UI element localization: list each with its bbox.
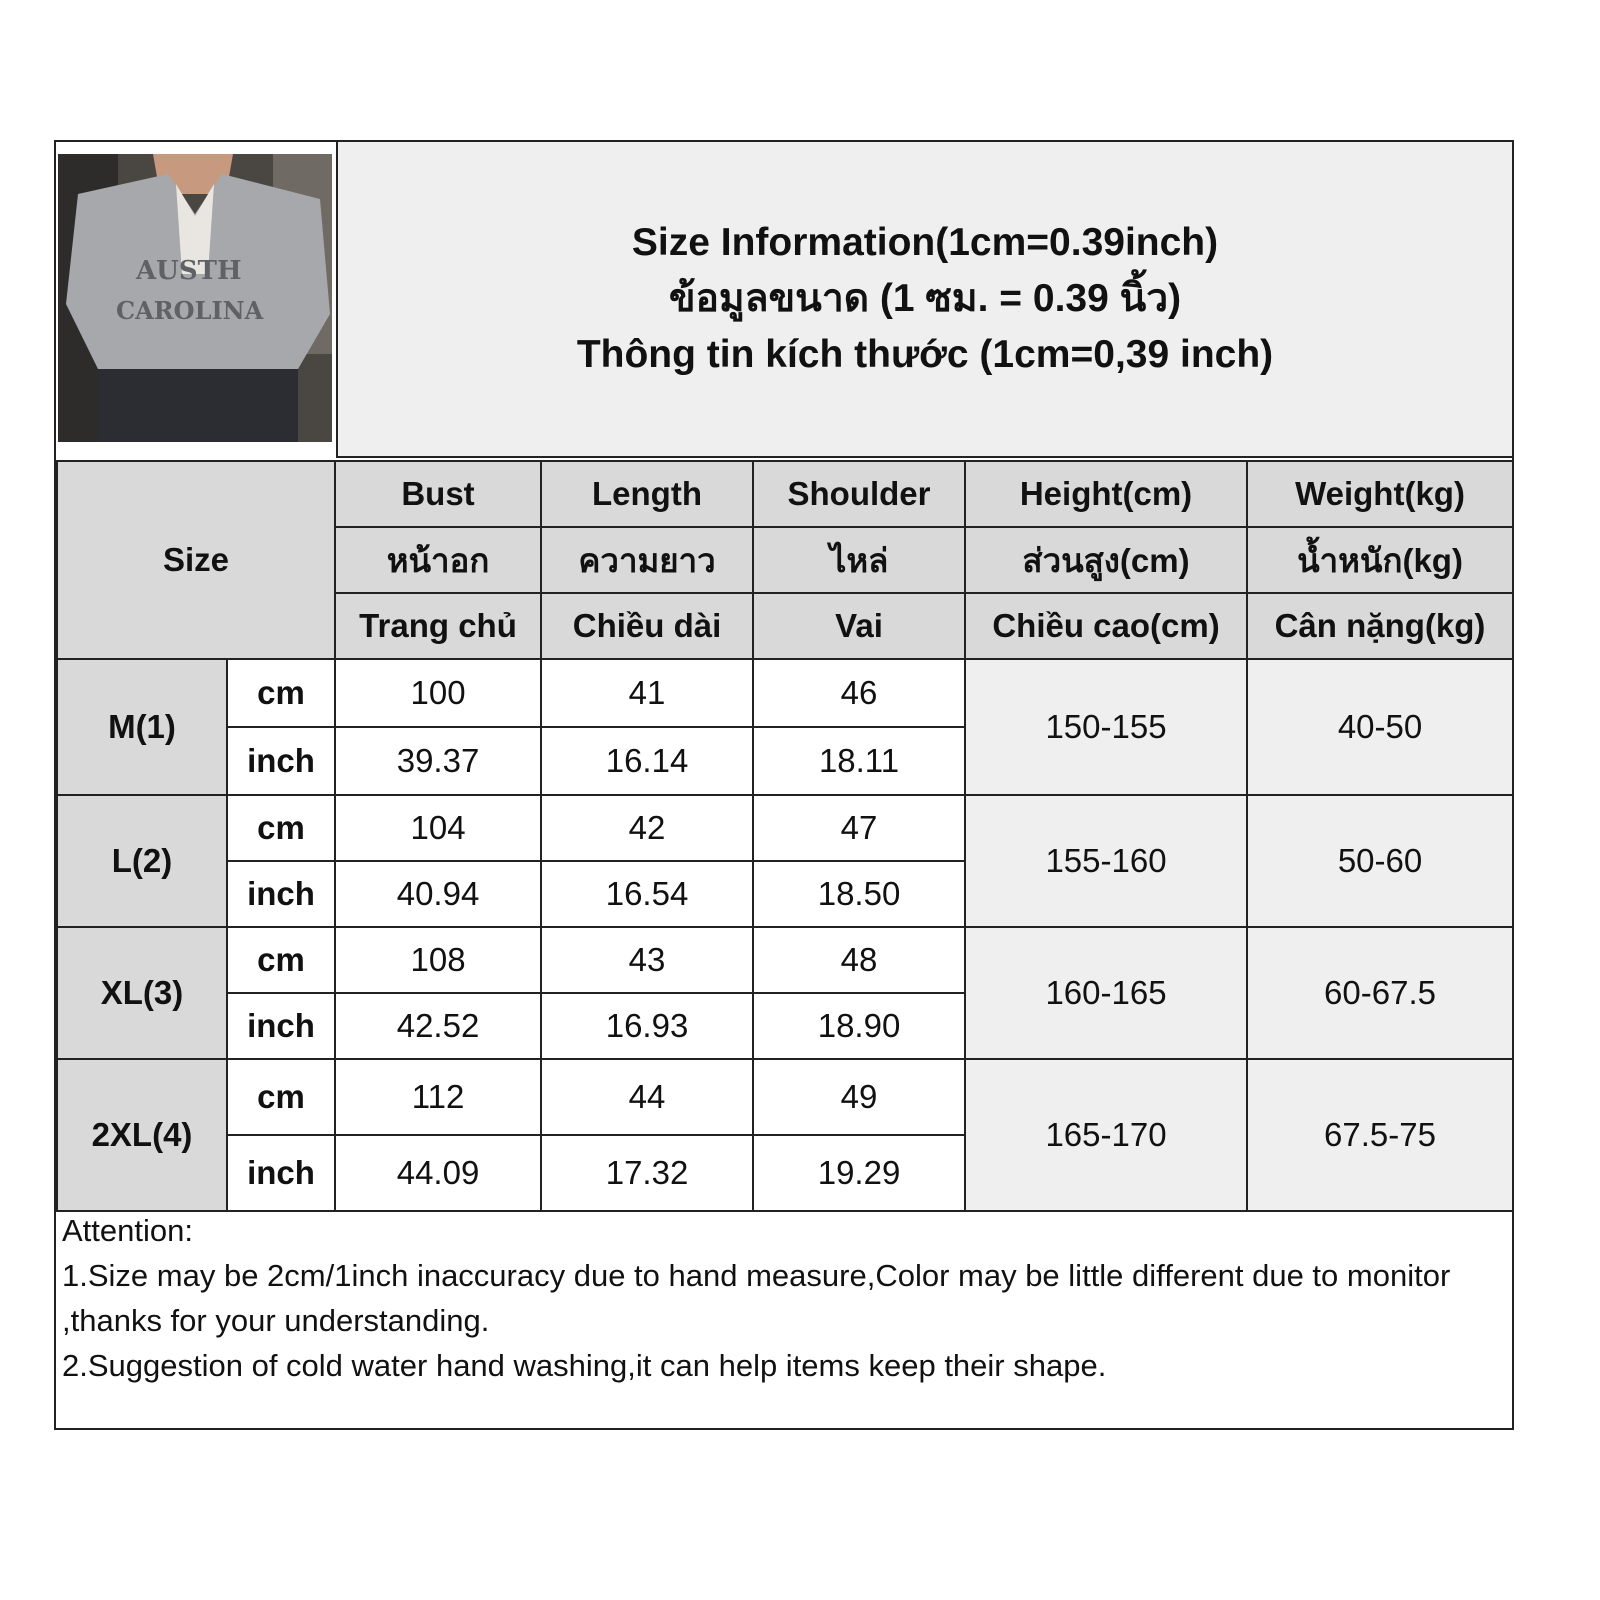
unit-inch: inch [227, 993, 335, 1059]
height-range: 155-160 [965, 795, 1247, 927]
title-vietnamese: Thông tin kích thước (1cm=0,39 inch) [576, 333, 1274, 376]
col-weight-th: น้ำหนัก(kg) [1247, 527, 1513, 593]
shoulder-inch: 18.11 [753, 727, 965, 795]
table-row [57, 1059, 1513, 1135]
col-height-th: ส่วนสูง(cm) [965, 527, 1247, 593]
title-thai: ข้อมูลขนาด (1 ซม. = 0.39 นิ้ว) [668, 277, 1182, 320]
title-english: Size Information(1cm=0.39inch) [631, 221, 1219, 264]
attention-line-1: 1.Size may be 2cm/1inch inaccuracy due to hand measure,Color may be little different due to monitor ,thanks for your understanding. [62, 1258, 1451, 1338]
length-inch: 16.14 [541, 727, 753, 795]
unit-inch: inch [227, 727, 335, 795]
shirt-print-1: AUSTH [136, 256, 242, 286]
length-cm: 42 [541, 795, 753, 861]
table-row [57, 927, 1513, 993]
attention-line-2: 2.Suggestion of cold water hand washing,it can help items keep their shape. [62, 1348, 1107, 1383]
size-table [56, 460, 1514, 1212]
height-range: 160-165 [965, 927, 1247, 1059]
col-bust-en: Bust [335, 461, 541, 527]
shoulder-inch: 18.90 [753, 993, 965, 1059]
bust-cm: 100 [335, 659, 541, 727]
col-height-vi: Chiều cao(cm) [965, 593, 1247, 659]
bust-inch: 44.09 [335, 1135, 541, 1211]
title-box [336, 142, 1512, 458]
size-chart [54, 140, 1514, 1430]
height-range: 165-170 [965, 1059, 1247, 1211]
weight-range: 50-60 [1247, 795, 1513, 927]
col-shoulder-en: Shoulder [753, 461, 965, 527]
length-cm: 43 [541, 927, 753, 993]
product-photo [58, 154, 332, 442]
unit-inch: inch [227, 861, 335, 927]
length-cm: 44 [541, 1059, 753, 1135]
col-height-en: Height(cm) [965, 461, 1247, 527]
shoulder-inch: 19.29 [753, 1135, 965, 1211]
shoulder-cm: 49 [753, 1059, 965, 1135]
bust-inch: 39.37 [335, 727, 541, 795]
col-weight-en: Weight(kg) [1247, 461, 1513, 527]
attention-notes [62, 1208, 1502, 1388]
length-inch: 17.32 [541, 1135, 753, 1211]
table-row [57, 659, 1513, 727]
length-cm: 41 [541, 659, 753, 727]
col-length-th: ความยาว [541, 527, 753, 593]
col-length-en: Length [541, 461, 753, 527]
model-photo-illustration [58, 154, 332, 442]
unit-cm: cm [227, 927, 335, 993]
size-label-2xl: 2XL(4) [57, 1059, 227, 1211]
length-inch: 16.54 [541, 861, 753, 927]
weight-range: 40-50 [1247, 659, 1513, 795]
shoulder-cm: 46 [753, 659, 965, 727]
attention-heading: Attention: [62, 1213, 193, 1248]
length-inch: 16.93 [541, 993, 753, 1059]
height-range: 150-155 [965, 659, 1247, 795]
col-shoulder-vi: Vai [753, 593, 965, 659]
size-label-m: M(1) [57, 659, 227, 795]
weight-range: 67.5-75 [1247, 1059, 1513, 1211]
table-row [57, 795, 1513, 861]
size-label-l: L(2) [57, 795, 227, 927]
bust-cm: 108 [335, 927, 541, 993]
bust-cm: 112 [335, 1059, 541, 1135]
col-weight-vi: Cân nặng(kg) [1247, 593, 1513, 659]
shoulder-cm: 48 [753, 927, 965, 993]
weight-range: 60-67.5 [1247, 927, 1513, 1059]
col-length-vi: Chiều dài [541, 593, 753, 659]
col-shoulder-th: ไหล่ [753, 527, 965, 593]
col-bust-th: หน้าอก [335, 527, 541, 593]
unit-cm: cm [227, 795, 335, 861]
col-bust-vi: Trang chủ [335, 593, 541, 659]
bust-inch: 42.52 [335, 993, 541, 1059]
unit-cm: cm [227, 1059, 335, 1135]
bust-inch: 40.94 [335, 861, 541, 927]
unit-cm: cm [227, 659, 335, 727]
shirt-print-2: CAROLINA [116, 296, 264, 325]
bust-cm: 104 [335, 795, 541, 861]
size-header: Size [57, 461, 335, 659]
shoulder-cm: 47 [753, 795, 965, 861]
shoulder-inch: 18.50 [753, 861, 965, 927]
size-label-xl: XL(3) [57, 927, 227, 1059]
unit-inch: inch [227, 1135, 335, 1211]
